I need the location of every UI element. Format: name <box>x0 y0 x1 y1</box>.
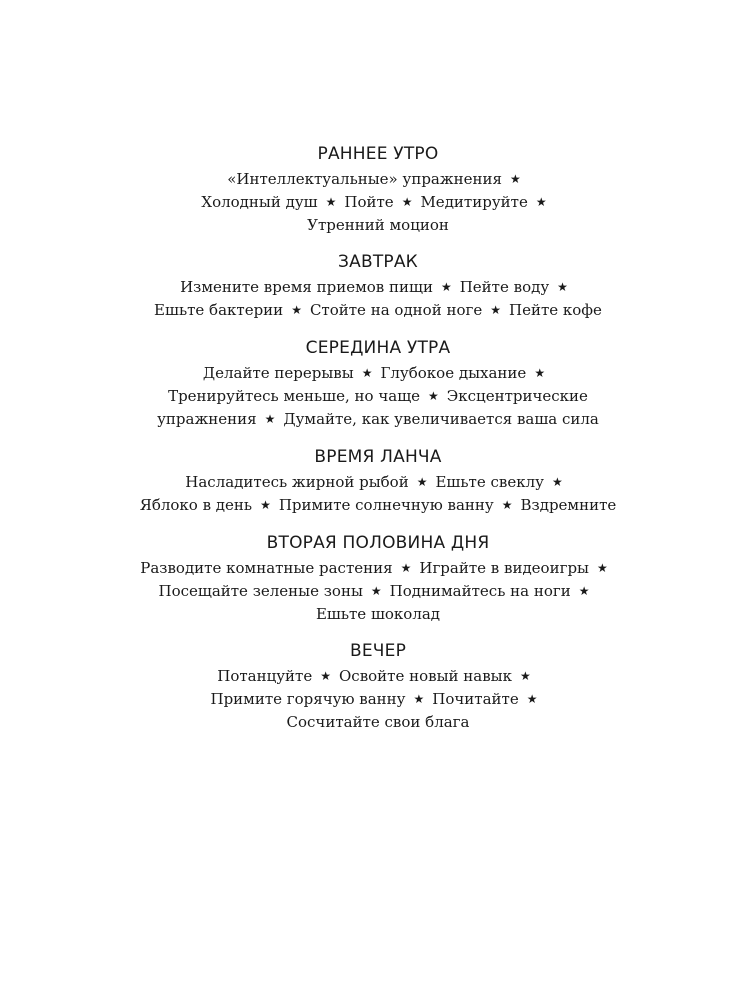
section-heading: ВТОРАЯ ПОЛОВИНА ДНЯ <box>266 533 490 553</box>
tip-line <box>0 688 756 711</box>
star-icon: ★ <box>520 669 531 683</box>
star-icon: ★ <box>440 280 452 294</box>
tip-text: Делайте перерывы <box>202 364 354 382</box>
section <box>0 334 756 431</box>
section <box>0 140 756 236</box>
tip-text: Потанцуйте <box>217 667 313 685</box>
tip-text: Освойте новый навык <box>339 667 512 685</box>
tip-text: Почитайте <box>432 690 519 708</box>
tip-text: Ешьте свеклу <box>435 473 544 491</box>
tip-text: Пейте воду <box>459 278 550 296</box>
tip-line <box>0 168 756 191</box>
tip-line <box>0 276 756 299</box>
star-icon: ★ <box>370 584 382 598</box>
tip-line <box>0 557 756 580</box>
tip-text: Глубокое дыхание <box>380 364 527 382</box>
section-heading: ЗАВТРАК <box>338 252 418 272</box>
tip-text: Пойте <box>344 193 394 211</box>
star-icon: ★ <box>428 389 439 403</box>
star-icon: ★ <box>535 195 547 209</box>
tip-line <box>0 711 756 733</box>
section-heading: РАННЕЕ УТРО <box>317 144 439 164</box>
tip-text: Эксцентрические <box>446 387 588 405</box>
star-icon: ★ <box>291 303 302 317</box>
star-icon: ★ <box>510 172 521 186</box>
daily-routine-page <box>0 140 756 745</box>
tip-text: Медитируйте <box>420 193 528 211</box>
section <box>0 637 756 733</box>
tip-text: Тренируйтесь меньше, но чаще <box>168 387 421 405</box>
section <box>0 443 756 517</box>
tip-text: Разводите комнатные растения <box>140 559 393 577</box>
tip-text: Сосчитайте свои блага <box>286 713 470 731</box>
tip-text: Думайте, как увеличивается ваша сила <box>283 410 599 428</box>
star-icon: ★ <box>320 669 331 683</box>
star-icon: ★ <box>534 366 546 380</box>
tip-text: Ешьте шоколад <box>315 605 441 623</box>
tip-text: Играйте в видеоигры <box>419 559 589 577</box>
tip-text: Пейте кофе <box>509 301 602 319</box>
tip-text: Посещайте зеленые зоны <box>158 582 363 600</box>
star-icon: ★ <box>490 303 501 317</box>
tip-text: Поднимайтесь на ноги <box>389 582 571 600</box>
star-icon: ★ <box>416 475 428 489</box>
star-icon: ★ <box>401 195 413 209</box>
tip-line <box>0 603 756 625</box>
tip-text: Стойте на одной ноге <box>309 301 483 319</box>
tip-text: Примите горячую ванну <box>210 690 406 708</box>
tip-line <box>0 362 756 385</box>
tip-text: Насладитесь жирной рыбой <box>185 473 409 491</box>
star-icon: ★ <box>578 584 590 598</box>
star-icon: ★ <box>557 280 568 294</box>
star-icon: ★ <box>413 692 425 706</box>
star-icon: ★ <box>501 498 513 512</box>
tip-line <box>0 580 756 603</box>
tip-text: Ешьте бактерии <box>154 301 284 319</box>
tip-line <box>0 385 756 408</box>
tip-line <box>0 191 756 214</box>
star-icon: ★ <box>325 195 337 209</box>
star-icon: ★ <box>260 498 271 512</box>
star-icon: ★ <box>361 366 373 380</box>
section-heading: ВРЕМЯ ЛАНЧА <box>314 447 442 467</box>
star-icon: ★ <box>551 475 563 489</box>
star-icon: ★ <box>264 412 276 426</box>
tip-text: Вздремните <box>520 496 617 514</box>
section-heading: СЕРЕДИНА УТРА <box>305 338 451 358</box>
star-icon: ★ <box>526 692 538 706</box>
tip-line <box>0 471 756 494</box>
section-heading: ВЕЧЕР <box>349 641 407 661</box>
tip-text: «Интеллектуальные» упражнения <box>227 170 502 188</box>
tip-line <box>0 214 756 236</box>
tip-line <box>0 665 756 688</box>
tip-text: Холодный душ <box>201 193 318 211</box>
tip-text: Яблоко в день <box>139 496 253 514</box>
tip-text: Примите солнечную ванну <box>278 496 494 514</box>
star-icon: ★ <box>596 561 608 575</box>
tip-text: Измените время приемов пищи <box>180 278 433 296</box>
tip-text: Утренний моцион <box>307 216 449 234</box>
tip-line <box>0 494 756 517</box>
section <box>0 529 756 625</box>
tip-line <box>0 299 756 322</box>
tip-text: упражнения <box>157 410 257 428</box>
section <box>0 248 756 322</box>
tip-line <box>0 408 756 431</box>
star-icon: ★ <box>400 561 412 575</box>
